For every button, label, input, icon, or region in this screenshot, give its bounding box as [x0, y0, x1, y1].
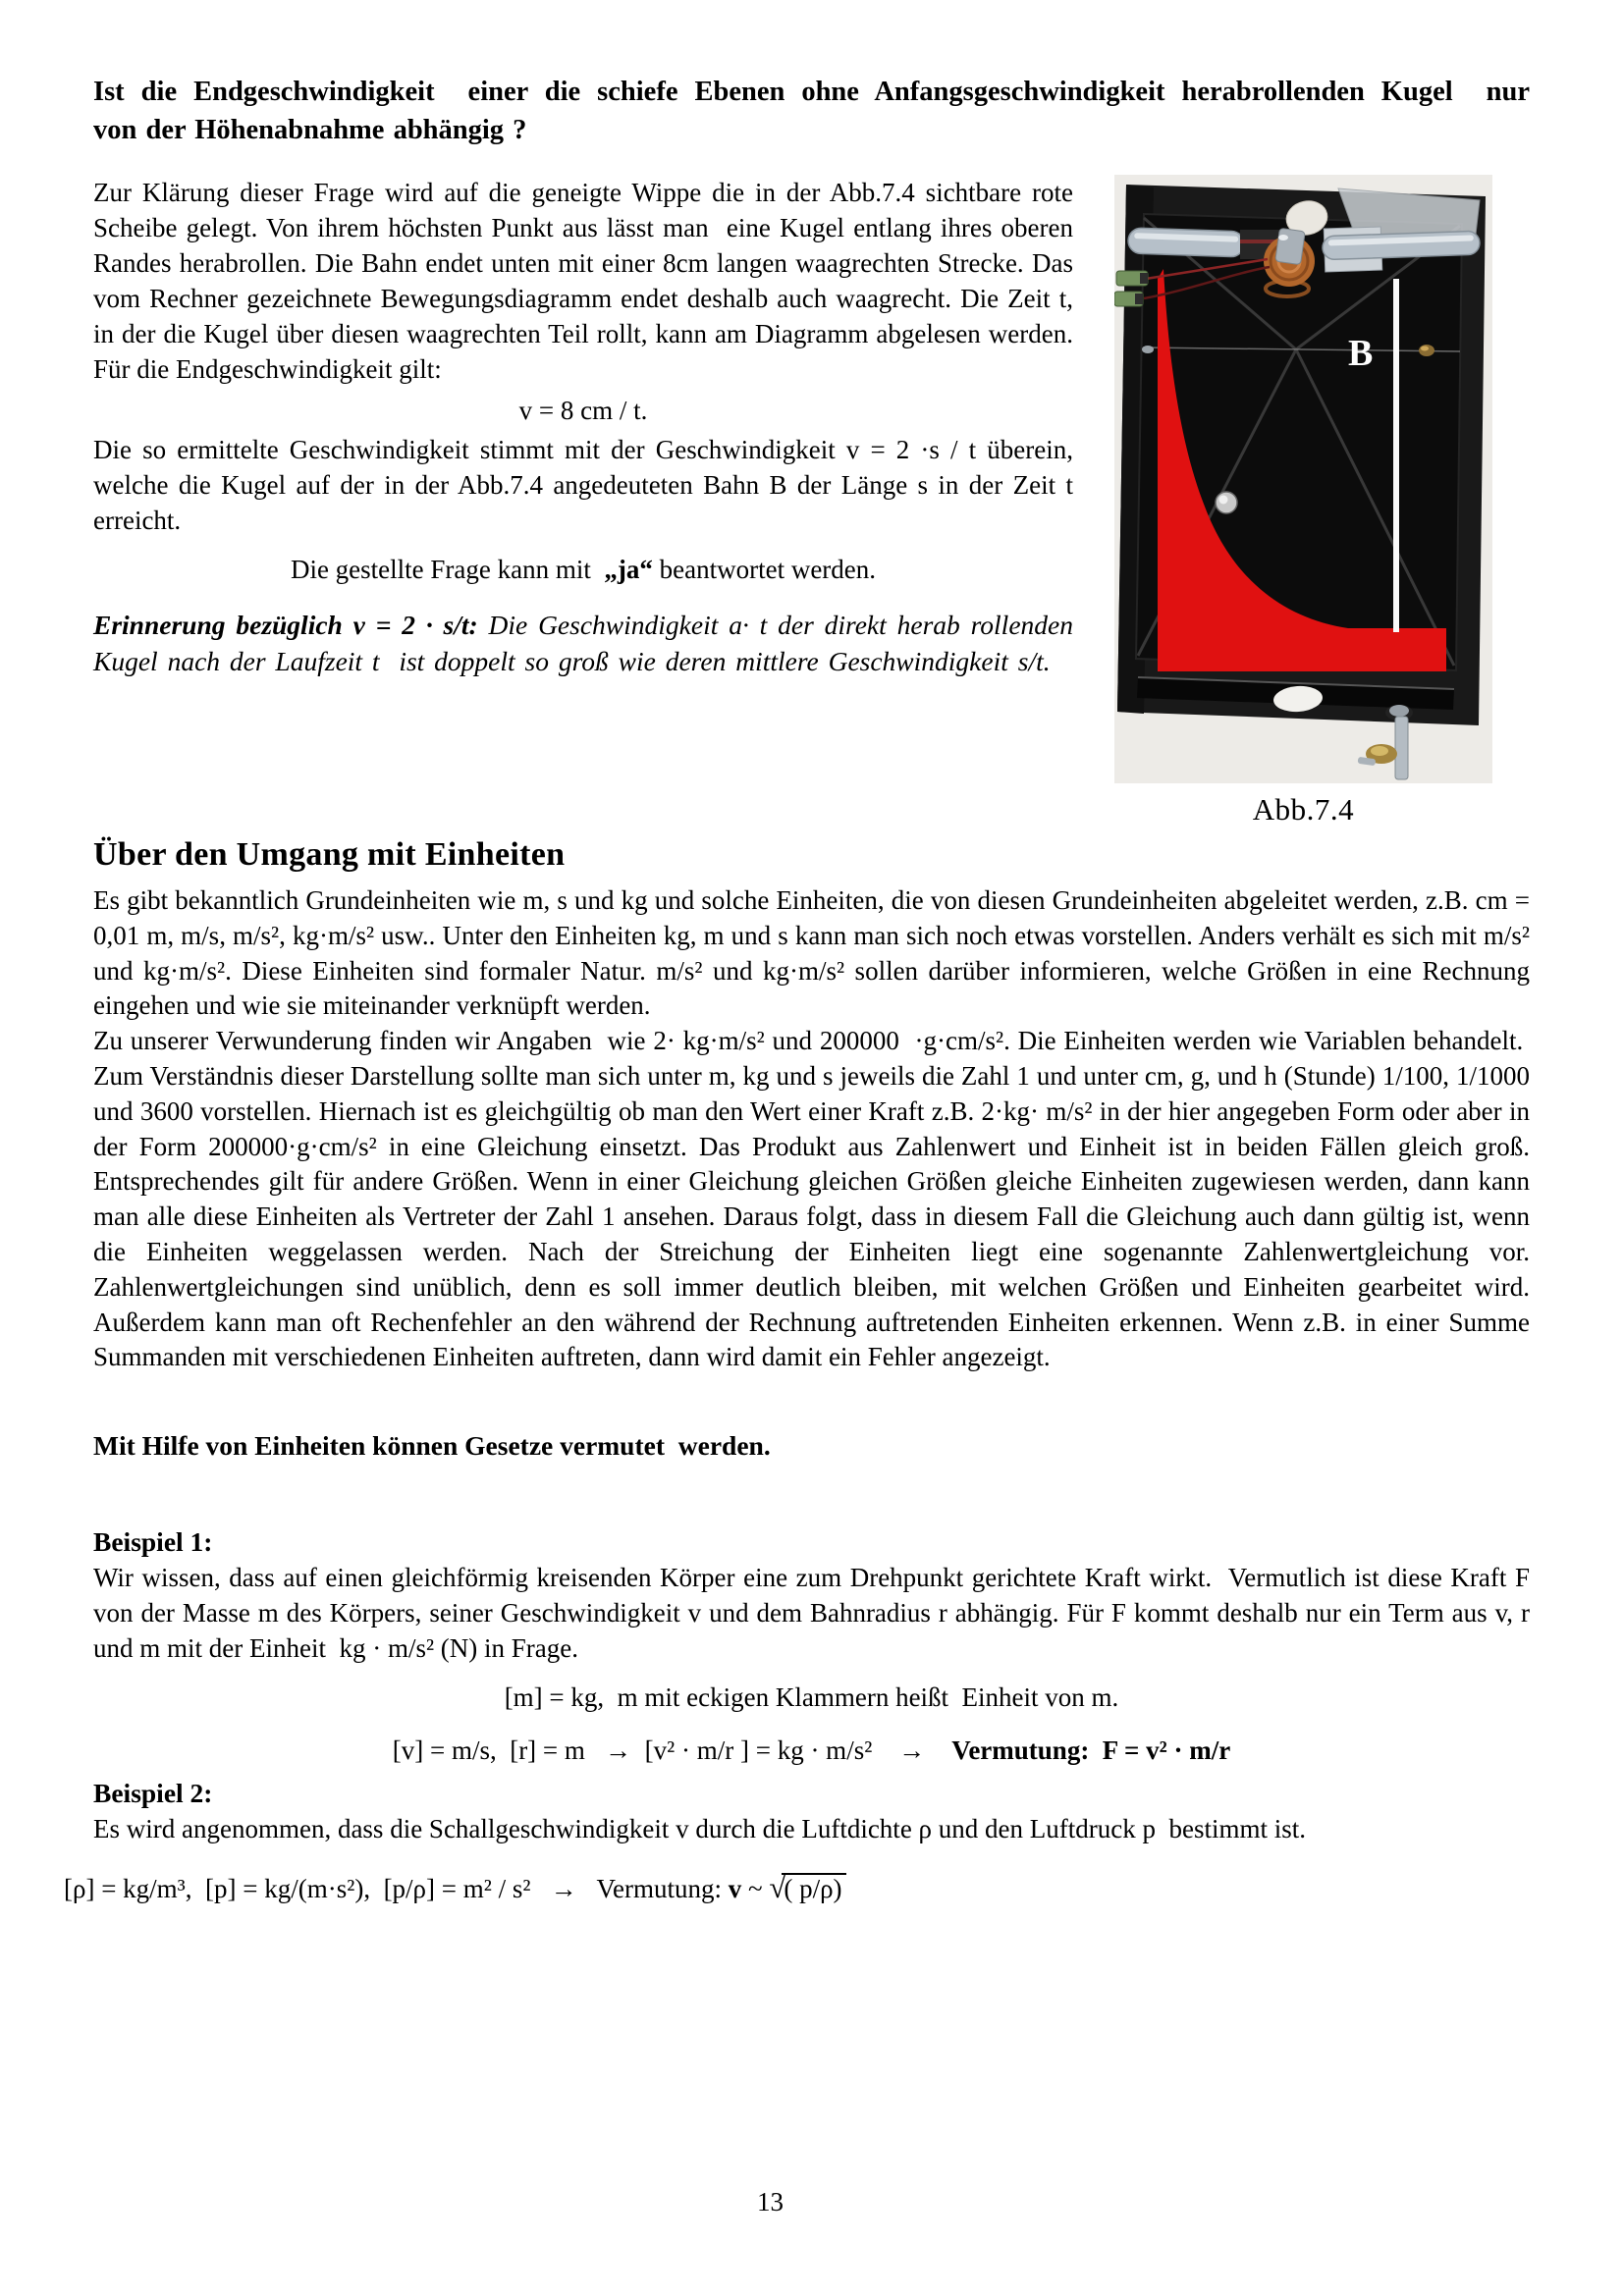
wippe-photo — [1114, 175, 1492, 783]
figure-apparatus-photo — [1114, 175, 1492, 828]
example1-derivation — [93, 1733, 1530, 1768]
question-heading-line2: von der Höhenabnahme abhängig ? — [93, 115, 527, 145]
figure-caption: Abb.7.4 — [1252, 792, 1355, 827]
example1-label: Beispiel 1: — [93, 1526, 213, 1558]
hypothesis-line: Mit Hilfe von Einheiten können Gesetze vermutet werden. — [93, 1430, 771, 1462]
example2-text: Es wird angenommen, dass die Schallgeschwindigkeit v durch die Luftdichte ρ und den Luftdruck p bestimmt ist. — [93, 1814, 1306, 1844]
reminder-text: Die Geschwindigkeit a· t der direkt herab rollenden Kugel nach der Laufzeit t ist doppelt so groß wie deren mittlere Geschwindigkeit s/t. — [93, 610, 1073, 676]
example1-derivation-vermutung: Vermutung: F = v² · m/r — [951, 1735, 1231, 1766]
connector-green-bottom — [1114, 292, 1143, 306]
example2-label: Beispiel 2: — [93, 1778, 213, 1809]
example2-derivation-plain: [ρ] = kg/m³, [p] = kg/(m·s²), [p/ρ] = m² / s² → Vermutung: — [64, 1874, 729, 1904]
dome-screw-shine — [1219, 496, 1228, 505]
reminder-lead: Erinnerung bezüglich v = 2 · s/t: — [93, 610, 478, 640]
support-screw — [1395, 717, 1408, 779]
example1-derivation-plain: [v] = m/s, [r] = m → [v² · m/r ] = kg · m/s² → — [392, 1735, 952, 1766]
units-paragraph — [93, 883, 1530, 1375]
page-number: 13 — [757, 2187, 784, 2216]
example2-v-symbol: v — [728, 1874, 742, 1904]
sqrt-radicand: ( p/ρ) — [782, 1873, 845, 1902]
pivot-screw-right-shine — [1421, 347, 1429, 351]
example2-tilde: ~ — [741, 1874, 770, 1904]
section-heading-einheiten: Über den Umgang mit Einheiten — [93, 836, 566, 873]
question-heading-line1: Ist die Endgeschwindigkeit einer die schiefe Ebenen ohne Anfangsgeschwindigkeit herabrollenden Kugel nur — [93, 77, 1530, 107]
brass-washer-shine — [1371, 746, 1388, 756]
formula-endgeschwindigkeit: v = 8 cm / t. — [518, 396, 648, 425]
question-heading — [93, 73, 1530, 149]
label-b: B — [1348, 333, 1374, 374]
bolt-cap — [1389, 705, 1409, 717]
intro-block — [93, 175, 1530, 827]
answer-suffix: beantwortet werden. — [652, 555, 877, 584]
example2-derivation — [64, 1870, 1530, 1906]
example1-text: Wir wissen, dass auf einen gleichförmig kreisenden Körper eine zum Drehpunkt gerichtete Kraft wirkt. Vermutlich ist diese Kraft F von der Masse m des Körpers, seiner Geschwindigkeit v und dem Bahnradius r abhängig. Für F kommt deshalb nur ein Term aus v, r und m mit der Einheit kg · m/s² (N) in Frage. — [93, 1563, 1530, 1664]
connector-green-top — [1116, 271, 1148, 286]
left-rod — [1128, 228, 1245, 257]
intro-paragraph-1: Zur Klärung dieser Frage wird auf die geneigte Wippe die in der Abb.7.4 sichtbare rote Scheibe gelegt. Von ihrem höchsten Punkt aus lässt man eine Kugel entlang ihres oberen Randes herabrollen. Die Bahn endet unten mit einer 8cm langen waagrechten Strecke. Das vom Rechner gezeichnete Bewegungsdiagramm endet deshalb auch waagrecht. Die Zeit t, in der die Kugel über diesen waagrechten Teil rollt, kann am Diagramm abgelesen werden. Für die Endgeschwindigkeit gilt: — [93, 178, 1073, 384]
answer-ja: „ja“ — [604, 555, 653, 584]
answer-prefix: Die gestellte Frage kann mit — [290, 555, 605, 584]
units-paragraph-part-a: Es gibt bekanntlich Grundeinheiten wie m, s und kg und solche Einheiten, die von diesen Grundeinheiten abgeleitet werden, z.B. cm = 0,01 m, m/s, m/s², kg·m/s² usw.. Unter den Einheiten kg, m und s kann man sich noch etwas vorstellen. Anders verhält es sich mit m/s² und kg·m/s². Diese Einheiten sind formaler Natur. m/s² und kg·m/s² sollen darüber informieren, welche Größen in eine Rechnung eingehen und wie sie miteinander verknüpft werden. — [93, 885, 1530, 1021]
units-paragraph-part-b: Zu unserer Verwunderung finden wir Angaben wie 2· kg·m/s² und 200000 ·g·cm/s². Die Einheiten werden wie Variablen behandelt. Zum Verständnis dieser Darstellung sollte man sich unter m, kg und s jeweils die Zahl 1 und unter cm, g, und h (Stunde) 1/100, 1/1000 und 3600 vorstellen. Hiernach ist es gleichgültig ob man den Wert einer Kraft z.B. 2·kg· m/s² in der hier angegeben Form oder aber in der Form 200000·g·cm/s² in eine Gleichung einsetzt. Das Produkt aus Zahlenwert und Einheit ist in beiden Fällen gleich groß. Entsprechendes gilt für andere Größen. Wenn in einer Gleichung gleichen Größen gleiche Einheiten zugewiesen werden, dann kann man alle diese Einheiten als Vertreter der Zahl 1 ansehen. Daraus folgt, dass in diesem Fall die Gleichung auch dann gültig ist, wenn die Einheiten weggelassen werden. Nach der Streichung der Einheiten liegt eine sogenannte Zahlenwertgleichung vor. Zahlenwertgleichungen sind unüblich, denn es soll immer deutlich bleiben, mit welchen Größen und Einheiten gearbeitet wird. Außerdem kann man oft Rechenfehler an den während der Rechnung auftretenden Einheiten erkennen. Wenn z.B. in einer Summe Summanden mit verschiedenen Einheiten auftreten, dann wird damit ein Fehler angezeigt. — [93, 1026, 1530, 1372]
pivot-screw-left — [1142, 346, 1154, 353]
intro-paragraph-2: Die so ermittelte Geschwindigkeit stimmt mit der Geschwindigkeit v = 2 ·s / t überein, welche die Kugel auf der in der Abb.7.4 angedeuteten Bahn B der Länge s in der Zeit t erreicht. — [93, 435, 1073, 535]
right-rod — [1323, 231, 1481, 260]
track-b-line — [1393, 279, 1399, 632]
sqrt-symbol: √ — [769, 1870, 786, 1905]
bracket-notation-note: [m] = kg, m mit eckigen Klammern heißt Einheit von m. — [504, 1682, 1119, 1713]
